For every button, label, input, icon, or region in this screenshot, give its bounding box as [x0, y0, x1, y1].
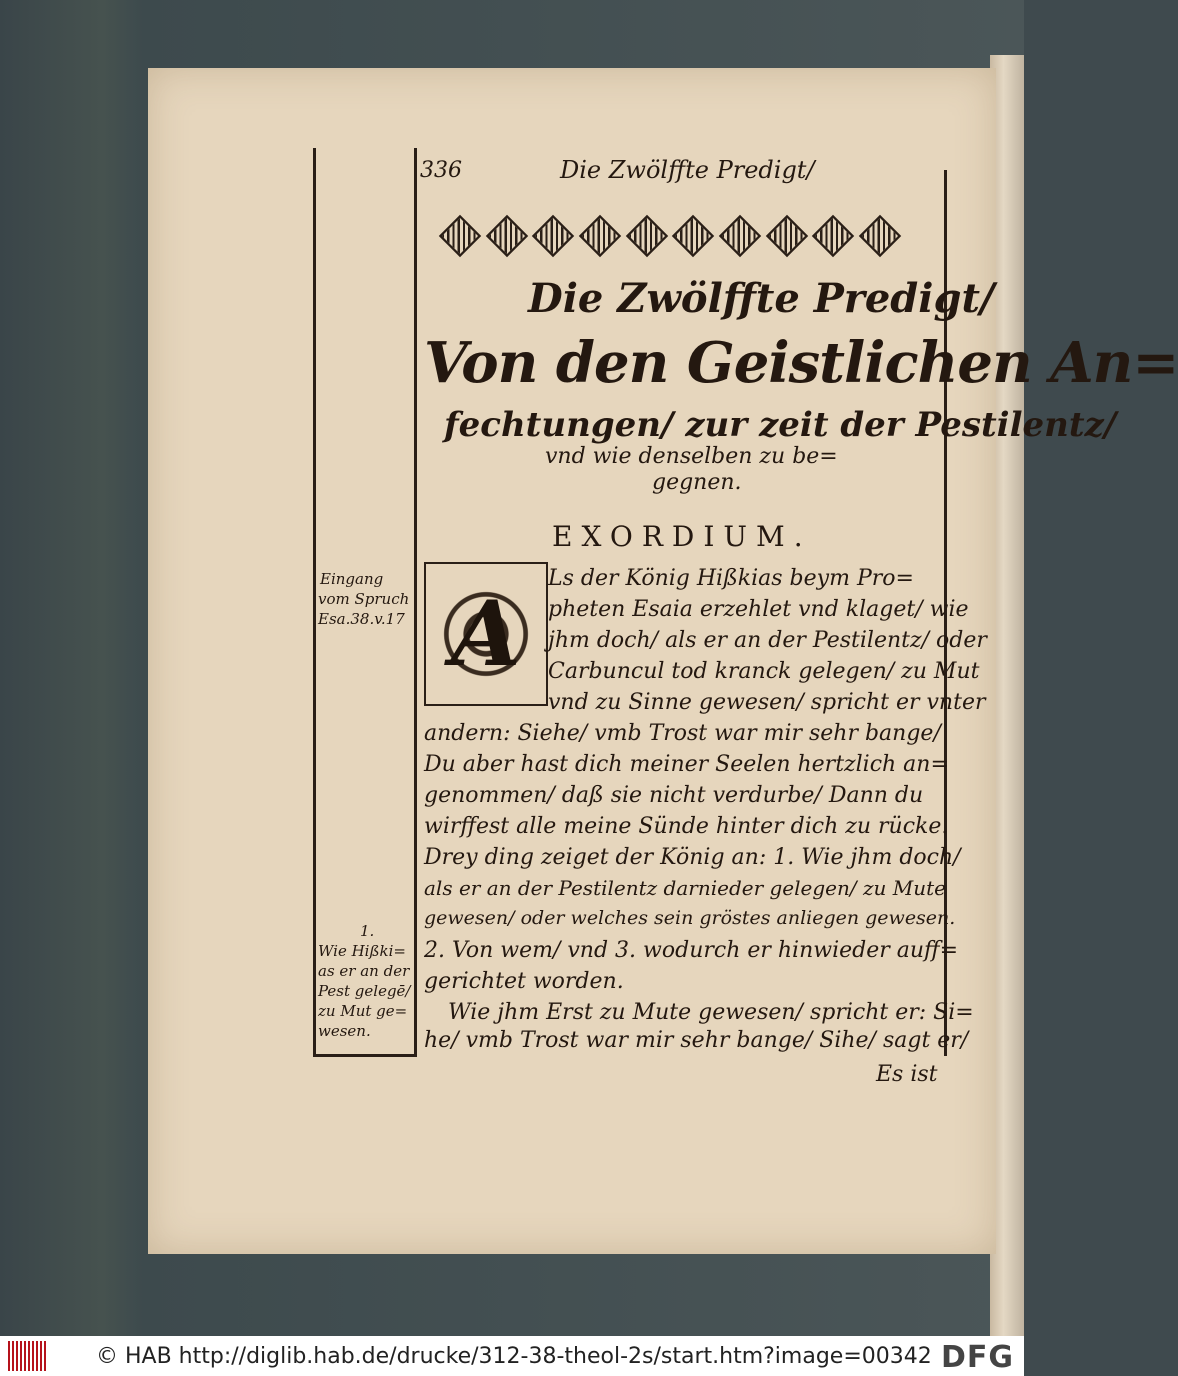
- decorated-initial: [424, 562, 548, 706]
- ornament-diamond: [765, 215, 807, 257]
- body-line: 2. Von wem/ vnd 3. wodurch er hinwieder auff=: [424, 938, 959, 963]
- margin-note: wesen.: [318, 1022, 371, 1040]
- title-line: Die Zwölffte Predigt/: [528, 275, 995, 322]
- margin-note: as er an der: [318, 962, 410, 980]
- hab-barcode-logo: [8, 1341, 48, 1371]
- body-line: vnd zu Sinne gewesen/ spricht er vnter: [548, 690, 986, 715]
- body-line: wirffest alle meine Sünde hinter dich zu rücke.: [424, 814, 949, 839]
- running-head: Die Zwölffte Predigt/: [560, 156, 815, 184]
- margin-note: Wie Hißki=: [318, 942, 406, 960]
- body-line: pheten Esaia erzehlet vnd klaget/ wie: [548, 597, 969, 622]
- margin-note: Pest gelegē/: [318, 982, 411, 1000]
- copyright-url-link[interactable]: © HAB http://diglib.hab.de/drucke/312-38-theol-2s/start.htm?image=00342: [96, 1343, 932, 1369]
- body-line: he/ vmb Trost war mir sehr bange/ Sihe/ sagt er/: [424, 1028, 969, 1053]
- ornament-diamond: [485, 215, 527, 257]
- ornament-diamond: [859, 215, 901, 257]
- ornament-diamond: [812, 215, 854, 257]
- ornament-diamond: [532, 215, 574, 257]
- margin-note: Esa.38.v.17: [318, 610, 405, 628]
- margin-note: vom Spruch: [318, 590, 410, 608]
- footer-bar: [0, 1336, 1024, 1376]
- page-number: 336: [420, 158, 462, 183]
- ornament-diamond: [439, 215, 481, 257]
- ornament-diamond: [672, 215, 714, 257]
- margin-rule-bottom: [313, 1054, 417, 1057]
- body-line: Drey ding zeiget der König an: 1. Wie jhm doch/: [424, 845, 961, 870]
- margin-note: 1.: [360, 922, 375, 940]
- body-line: Wie jhm Erst zu Mute gewesen/ spricht er: Si=: [448, 1000, 974, 1025]
- ornament-diamond: [719, 215, 761, 257]
- margin-rule-outer: [313, 148, 316, 1056]
- ornament-band: [440, 214, 900, 258]
- body-line: gewesen/ oder welches sein gröstes anliegen gewesen.: [424, 907, 956, 929]
- body-line: Ls der König Hißkias beym Pro=: [548, 566, 914, 591]
- body-line: Carbuncul tod kranck gelegen/ zu Mut: [548, 659, 980, 684]
- body-line: Du aber hast dich meiner Seelen hertzlich an=: [424, 752, 949, 777]
- ornament-diamond: [625, 215, 667, 257]
- dfg-logo: DFG: [940, 1340, 1014, 1375]
- body-line: als er an der Pestilentz darnieder gelegen/ zu Mute: [424, 876, 947, 900]
- margin-rule-inner: [414, 148, 417, 1056]
- title-line: gegnen.: [652, 470, 742, 495]
- margin-note: zu Mut ge=: [318, 1002, 408, 1020]
- catchword: Es ist: [876, 1062, 938, 1087]
- initial-letter: A: [451, 581, 521, 687]
- body-line: jhm doch/ als er an der Pestilentz/ oder: [548, 628, 987, 653]
- body-line: gerichtet worden.: [424, 969, 624, 994]
- title-line: Von den Geistlichen An=: [424, 330, 1178, 396]
- margin-note: Eingang: [320, 570, 384, 588]
- section-heading: EXORDIUM.: [552, 520, 812, 553]
- body-line: andern: Siehe/ vmb Trost war mir sehr bange/: [424, 721, 941, 746]
- body-line: genommen/ daß sie nicht verdurbe/ Dann du: [424, 783, 924, 808]
- ornament-diamond: [579, 215, 621, 257]
- title-line: fechtungen/ zur zeit der Pestilentz/: [444, 405, 1117, 445]
- title-line: vnd wie denselben zu be=: [545, 444, 838, 469]
